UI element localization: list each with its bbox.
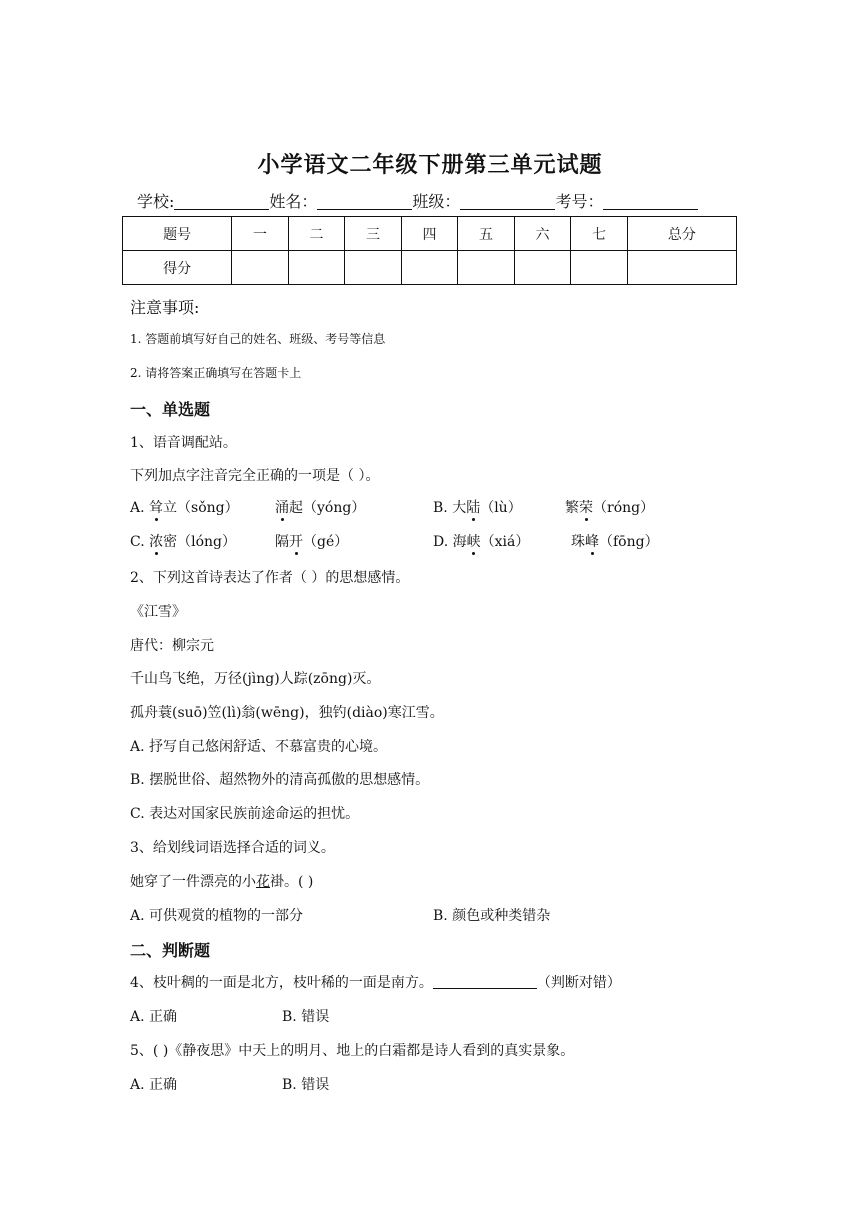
answer-blank[interactable] [433,975,537,989]
q5-option-a[interactable]: A. 正确 [130,1077,178,1093]
poem-line: 千山鸟飞绝，万径(jìng)人踪(zōng)灭。 [130,671,381,687]
dotted-char: 荣 [579,500,593,516]
header-cell: 四 [401,217,458,251]
header-cell: 五 [458,217,515,251]
option-text: （lù） [480,500,522,516]
option-text: （fōng） [599,534,659,550]
header-cell: 三 [345,217,402,251]
q1-option-a-second [275,497,365,517]
dotted-char: 陆 [466,500,481,516]
section-title-single-choice: 一、单选题 [130,400,211,419]
q1-option-a[interactable] [130,497,239,517]
number-blank[interactable] [603,193,698,210]
dotted-char: 耸 [149,500,164,516]
q2-option-b[interactable]: B. 摆脱世俗、超然物外的清高孤傲的思想感情。 [130,772,430,788]
score-cell[interactable] [345,251,402,285]
score-cell[interactable] [401,251,458,285]
q1-option-c[interactable] [130,531,236,551]
score-cell[interactable] [288,251,345,285]
score-cell[interactable] [458,251,515,285]
number-label: 考号： [555,192,604,211]
school-blank[interactable] [174,193,269,210]
option-text: 立（sǒng） [163,500,239,516]
poem-author: 唐代：柳宗元 [130,638,214,654]
q4-option-b[interactable]: B. 错误 [282,1009,330,1025]
header-cell: 七 [571,217,628,251]
q2-option-c[interactable]: C. 表达对国家民族前途命运的担忧。 [130,806,360,822]
score-cell[interactable] [627,251,736,285]
row-label-cell: 得分 [123,251,232,285]
q5-option-b[interactable]: B. 错误 [282,1077,330,1093]
header-cell: 总分 [627,217,736,251]
option-text: （gé） [303,534,349,550]
name-blank[interactable] [317,193,412,210]
dotted-char: 涌 [275,500,289,516]
q1-option-b-second [565,497,654,517]
option-prefix: D. 海 [433,534,467,550]
dotted-char: 浓 [149,534,164,550]
option-text: 起（yóng） [289,500,366,516]
q1-option-b[interactable] [433,497,522,517]
option-text: （róng） [593,500,655,516]
name-label: 姓名： [269,192,318,211]
option-prefix: B. 大 [433,500,467,516]
option-prefix: C. [130,534,150,550]
question-3-stem [130,871,313,891]
question-5-title: 5、( )《静夜思》中天上的明月、地上的白霜都是诗人看到的真实景象。 [130,1043,575,1059]
poem-title: 《江雪》 [130,604,186,620]
notice-item: 2. 请将答案正确填写在答题卡上 [130,366,302,380]
q3-option-a[interactable]: A. 可供观赏的植物的一部分 [130,908,304,924]
header-cell: 二 [288,217,345,251]
option-text: 密（lóng） [163,534,237,550]
question-1-stem: 下列加点字注音完全正确的一项是（ ）。 [130,468,380,484]
score-table-header-row [123,217,737,251]
section-title-true-false: 二、判断题 [130,941,211,960]
question-text: （判断对错） [536,975,621,991]
question-1-title: 1、语音调配站。 [130,435,237,451]
class-label: 班级： [412,192,461,211]
dotted-char: 峡 [466,534,481,550]
school-label: 学校: [137,192,175,211]
question-3-title: 3、给划线词语选择合适的词义。 [130,840,335,856]
score-table [122,216,737,285]
option-text: 珠 [571,534,585,550]
dotted-char: 开 [289,534,303,550]
student-info-line [137,189,698,212]
page-title: 小学语文二年级下册第三单元试题 [257,153,603,178]
question-4-title [130,972,621,992]
header-cell: 题号 [123,217,232,251]
q4-option-a[interactable]: A. 正确 [130,1009,178,1025]
class-blank[interactable] [460,193,555,210]
header-cell: 一 [232,217,289,251]
option-text: （xiá） [480,534,530,550]
option-text: 繁 [565,500,579,516]
score-cell[interactable] [514,251,571,285]
score-cell[interactable] [232,251,289,285]
stem-text: 褂。( ) [270,874,314,890]
score-table-score-row [123,251,737,285]
q1-option-d[interactable] [433,531,529,551]
q3-option-b[interactable]: B. 颜色或种类错杂 [433,908,551,924]
poem-line: 孤舟蓑(suō)笠(lì)翁(wēng)，独钓(diào)寒江雪。 [130,705,444,721]
underlined-word: 花 [256,874,270,890]
q1-option-d-second [571,531,659,551]
q1-option-c-second [275,531,348,551]
question-2-title: 2、下列这首诗表达了作者（ ）的思想感情。 [130,570,410,586]
score-cell[interactable] [571,251,628,285]
header-cell: 六 [514,217,571,251]
stem-text: 她穿了一件漂亮的小 [130,874,256,890]
q2-option-a[interactable]: A. 抒写自己悠闲舒适、不慕富贵的心境。 [130,739,388,755]
dotted-char: 峰 [585,534,599,550]
question-text: 4、枝叶稠的一面是北方，枝叶稀的一面是南方。 [130,975,433,991]
option-prefix: A. [130,500,150,516]
option-text: 隔 [275,534,289,550]
notice-item: 1. 答题前填写好自己的姓名、班级、考号等信息 [130,332,386,346]
notice-title: 注意事项: [130,298,200,317]
